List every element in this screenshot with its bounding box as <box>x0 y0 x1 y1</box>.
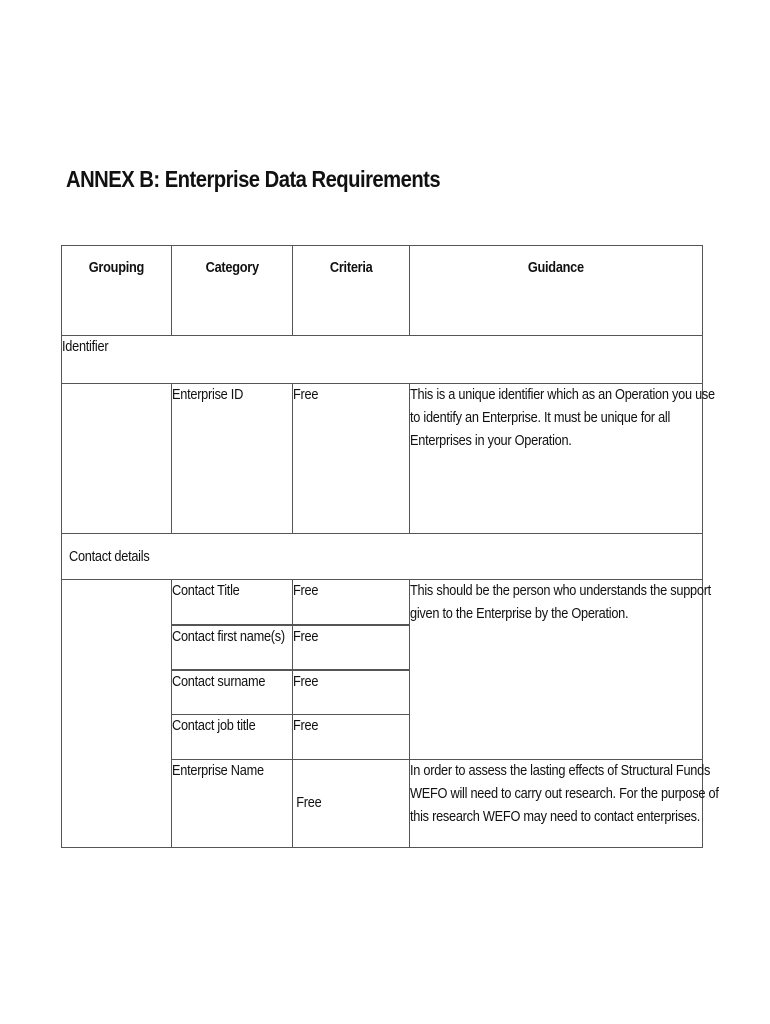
header-guidance: Guidance <box>410 246 703 336</box>
group-label-contact-details: Contact details <box>62 534 703 580</box>
grouping-cell <box>62 580 172 848</box>
category-cell: Contact first name(s) <box>172 625 293 670</box>
category-cell: Contact Title <box>172 580 293 625</box>
category-cell: Enterprise ID <box>172 384 293 534</box>
guidance-cell: In order to assess the lasting effects of Structural Funds WEFO will need to carry out research. For the purpose of this research WEFO may need to contact enterprises. <box>410 760 703 848</box>
category-cell: Enterprise Name <box>172 760 293 848</box>
category-cell: Contact surname <box>172 670 293 715</box>
criteria-cell: Free <box>293 760 410 848</box>
criteria-cell: Free <box>293 625 410 670</box>
criteria-cell: Free <box>293 384 410 534</box>
table-header-row <box>62 246 703 336</box>
table-row <box>62 580 703 625</box>
guidance-cell: This should be the person who understands the support given to the Enterprise by the Operation. <box>410 580 703 760</box>
criteria-cell: Free <box>293 580 410 625</box>
criteria-cell: Free <box>293 715 410 760</box>
page-title: ANNEX B: Enterprise Data Requirements <box>66 166 441 192</box>
group-row-identifier <box>62 336 703 384</box>
criteria-cell: Free <box>293 670 410 715</box>
grouping-cell <box>62 384 172 534</box>
requirements-table <box>61 245 719 848</box>
guidance-cell: This is a unique identifier which as an Operation you use to identify an Enterprise. It must be unique for all Enterprises in your Operation. <box>410 384 703 534</box>
group-label-identifier: Identifier <box>62 336 703 384</box>
category-cell: Contact job title <box>172 715 293 760</box>
header-category: Category <box>172 246 293 336</box>
header-criteria: Criteria <box>293 246 410 336</box>
table-row <box>62 384 703 534</box>
group-row-contact-details <box>62 534 703 580</box>
header-grouping: Grouping <box>62 246 172 336</box>
